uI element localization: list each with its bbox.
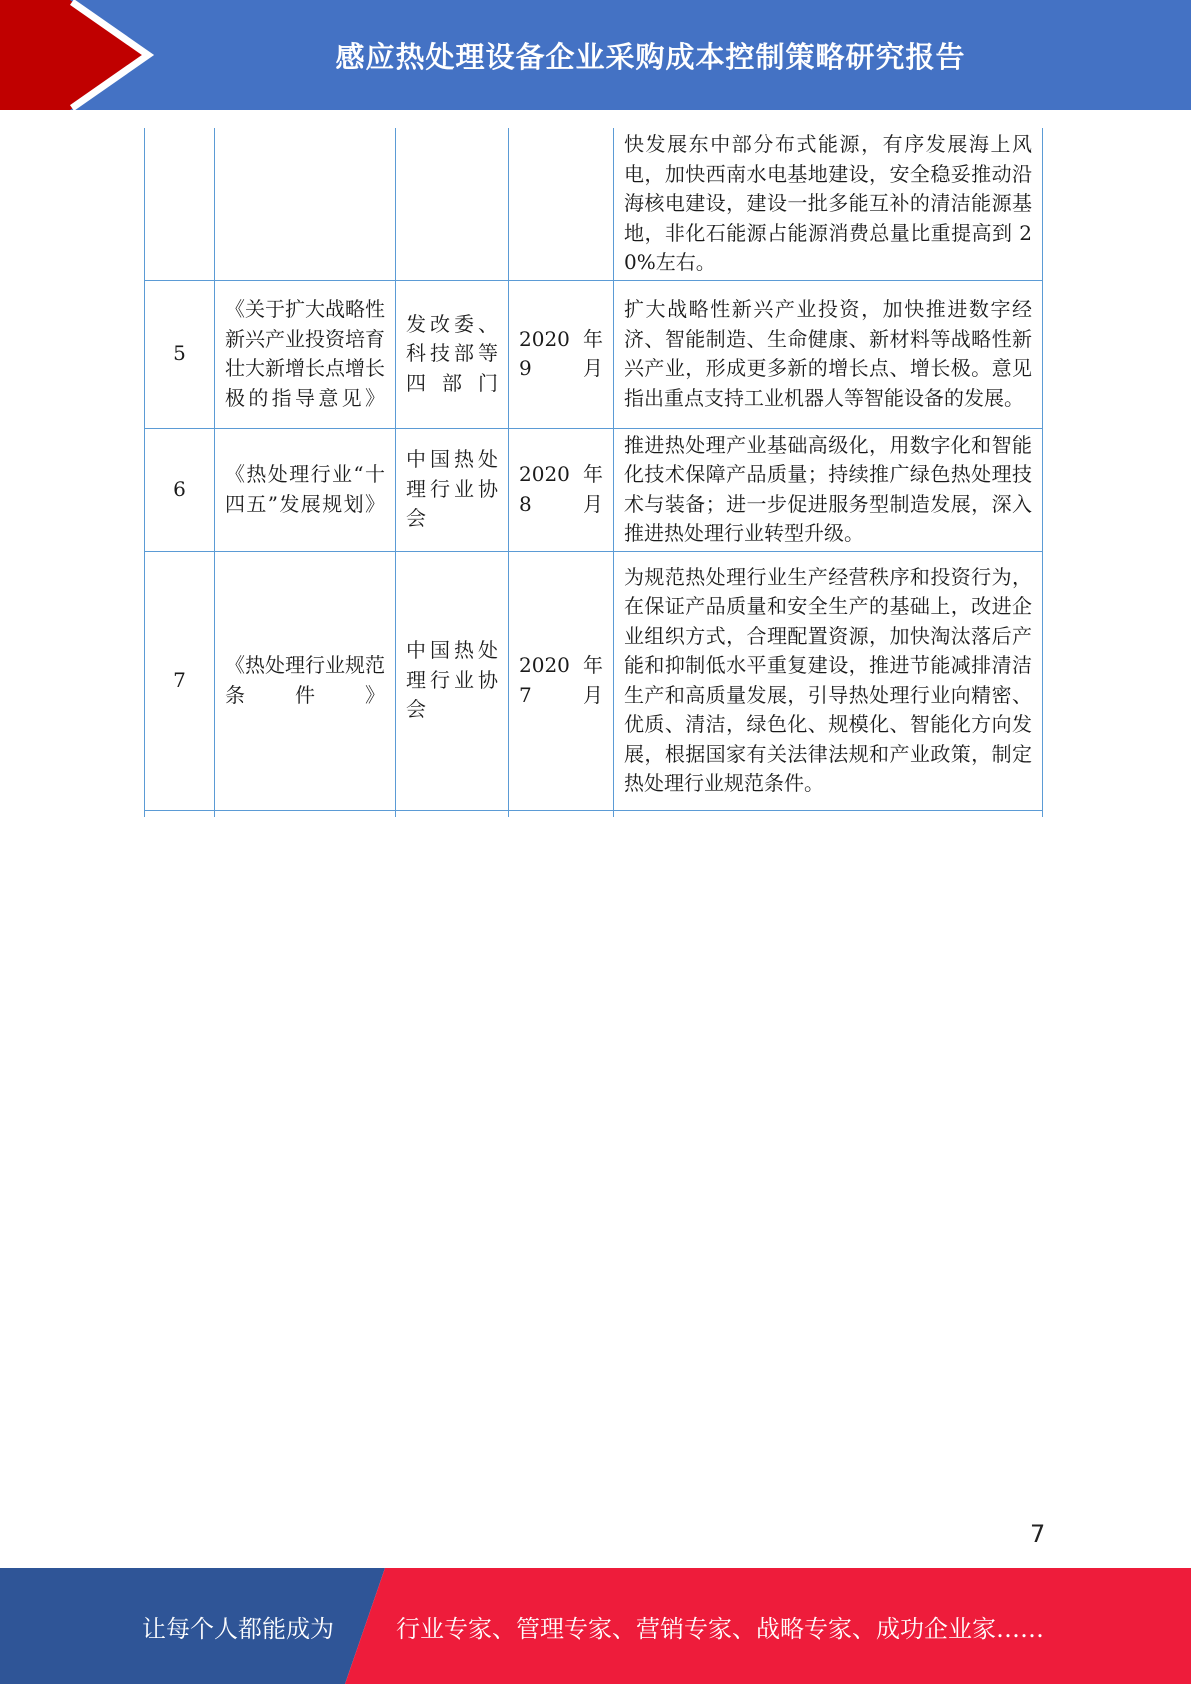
cell-issuer: 发改委、科技部等四部门	[396, 280, 509, 428]
policy-table	[144, 128, 1043, 817]
cell-no	[145, 810, 215, 817]
cell-name: 《热处理行业“十四五”发展规划》	[215, 428, 396, 551]
cell-content: 推进热处理产业基础高级化，用数字化和智能化技术保障产品质量；持续推广绿色热处理技术与装备；进一步促进服务型制造发展，深入推进热处理行业转型升级。	[614, 428, 1043, 551]
cell-issuer	[396, 810, 509, 817]
cell-issuer	[396, 128, 509, 280]
table-row	[145, 428, 1043, 551]
cell-no: 5	[145, 280, 215, 428]
page-header	[0, 0, 1191, 110]
table-row	[145, 280, 1043, 428]
table-row	[145, 551, 1043, 810]
cell-name	[215, 810, 396, 817]
footer-slogan-left: 让每个人都能成为	[142, 1614, 334, 1643]
cell-name: 《关于扩大战略性新兴产业投资培育壮大新增长点增长极的指导意见》	[215, 280, 396, 428]
cell-date: 2020 年 8月	[509, 428, 614, 551]
cell-content: 快发展东中部分布式能源，有序发展海上风电，加快西南水电基地建设，安全稳妥推动沿海核电建设，建设一批多能互补的清洁能源基地，非化石能源占能源消费总量比重提高到 20%左右。	[614, 128, 1043, 280]
footer-slogan-right: 行业专家、管理专家、营销专家、战略专家、成功企业家……	[396, 1614, 1044, 1643]
page-number: 7	[1030, 1520, 1046, 1548]
cell-content	[614, 810, 1043, 817]
cell-name: 《热处理行业规范条件》	[215, 551, 396, 810]
cell-content: 扩大战略性新兴产业投资，加快推进数字经济、智能制造、生命健康、新材料等战略性新兴产业，形成更多新的增长点、增长极。意见指出重点支持工业机器人等智能设备的发展。	[614, 280, 1043, 428]
policy-table-container	[144, 128, 1042, 817]
cell-date	[509, 128, 614, 280]
cell-issuer: 中国热处理行业协会	[396, 551, 509, 810]
page-footer	[0, 1568, 1191, 1684]
cell-content: 为规范热处理行业生产经营秩序和投资行为，在保证产品质量和安全生产的基础上，改进企业组织方式，合理配置资源，加快淘汰落后产能和抑制低水平重复建设，推进节能减排清洁生产和高质量发展，引导热处理行业向精密、优质、清洁，绿色化、规模化、智能化方向发展，根据国家有关法律法规和产业政策，制定热处理行业规范条件。	[614, 551, 1043, 810]
cell-date: 2020 年 7月	[509, 551, 614, 810]
cell-name	[215, 128, 396, 280]
table-row-continued	[145, 128, 1043, 280]
table-row-continues	[145, 810, 1043, 817]
cell-date: 2020 年 9月	[509, 280, 614, 428]
cell-issuer: 中国热处理行业协会	[396, 428, 509, 551]
cell-no: 6	[145, 428, 215, 551]
report-title: 感应热处理设备企业采购成本控制策略研究报告	[335, 39, 966, 74]
cell-no: 7	[145, 551, 215, 810]
cell-no	[145, 128, 215, 280]
cell-date	[509, 810, 614, 817]
